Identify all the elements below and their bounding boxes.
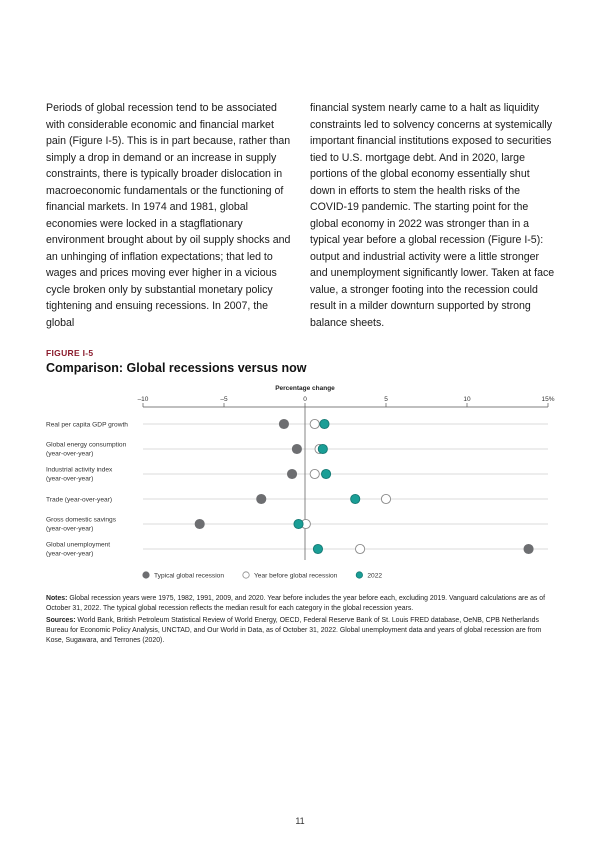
data-point-filled-teal xyxy=(313,544,322,553)
data-point-hollow xyxy=(355,544,364,553)
category-label: Industrial activity index xyxy=(46,466,113,474)
category-label: Trade (year-over-year) xyxy=(46,496,113,504)
data-point-filled-gray xyxy=(524,544,533,553)
sources-label: Sources: xyxy=(46,617,76,624)
notes-label: Notes: xyxy=(46,595,68,602)
legend-marker-hollow xyxy=(243,572,249,578)
x-tick-label: 0 xyxy=(303,396,307,403)
legend-marker-filled-teal xyxy=(356,572,362,578)
legend-label: Typical global recession xyxy=(154,572,225,580)
category-label: Global unemployment xyxy=(46,541,111,549)
legend-marker-filled-gray xyxy=(143,572,149,578)
data-point-filled-gray xyxy=(279,419,288,428)
x-tick-label: 10 xyxy=(463,396,471,403)
data-point-filled-teal xyxy=(294,519,303,528)
dot-plot-chart xyxy=(0,378,600,590)
paragraph: financial system nearly came to a halt as liquidity constraints led to solvency concerns at systemically important financial institutions exposed to securities tied to U.S. mortgage debt. And in 2020, large portions of the global economy essentially shut down in efforts to stem the health risks of the COVID-19 pandemic. The starting point for the global economy in 2022 was stronger than in a typical year before a global recession (Figure I-5): output and industrial activity were a little stronger and unemployment significantly lower. Taken at face value, a stronger footing into the recession could result in a milder downturn supported by strong balance sheets. xyxy=(310,102,555,329)
data-point-hollow xyxy=(381,494,390,503)
body-column-right xyxy=(310,100,556,331)
notes xyxy=(46,594,556,614)
data-point-hollow xyxy=(310,419,319,428)
notes-text: Global recession years were 1975, 1982, 1991, 2009, and 2020. Year before includes the year before each, excluding 2019. Vanguard calculations are as of October 31, 2022. The typical global recession reflects the median result for each category in the global recession years. xyxy=(46,595,546,612)
sources xyxy=(46,616,556,646)
page-content xyxy=(46,100,556,648)
page-number: 11 xyxy=(295,816,305,826)
body-column-left xyxy=(46,100,292,331)
data-point-filled-teal xyxy=(320,419,329,428)
data-point-filled-gray xyxy=(257,494,266,503)
data-point-filled-gray xyxy=(195,519,204,528)
data-point-filled-gray xyxy=(292,444,301,453)
legend-label: Year before global recession xyxy=(254,572,338,580)
x-tick-label: 15% xyxy=(541,396,555,403)
data-point-filled-teal xyxy=(351,494,360,503)
sources-text: World Bank, British Petroleum Statistical Review of World Energy, OECD, Federal Reserve Bank of St. Louis FRED database, OeNB, CPB Netherlands Bureau for Economic Policy Analysis, UNCTAD, and Our World in Data, as of October 31, 2022. Global unemployment data and years of global recession are from Kose, Sugawara, and Terrones (2020). xyxy=(46,617,542,644)
category-label: Gross domestic savings xyxy=(46,516,116,524)
notes-block xyxy=(46,594,556,646)
category-label: (year-over-year) xyxy=(46,525,94,533)
data-point-filled-gray xyxy=(287,469,296,478)
x-tick-label: 5 xyxy=(384,396,388,403)
category-label: (year-over-year) xyxy=(46,475,94,483)
category-label: Real per capita GDP growth xyxy=(46,421,128,429)
figure-label: FIGURE I-5 xyxy=(46,348,94,358)
data-point-filled-teal xyxy=(318,444,327,453)
paragraph: Periods of global recession tend to be associated with considerable economic and financial market pain (Figure I-5). This is in part because, rather than simply a drop in demand or an increase in supply constraints, there is typically broader dislocation in macroeconomic fundamentals or the functioning of financial markets. In 1974 and 1981, global economies were locked in a stagflationary environment brought about by oil supply shocks and an unhinging of inflation expectations; that led to wages and prices moving ever higher in a vicious cycle broken only by substantial monetary policy tightening and ensuing recessions. In 2007, the global xyxy=(46,102,291,329)
category-label: Global energy consumption xyxy=(46,441,127,449)
x-tick-label: –10 xyxy=(137,396,149,403)
category-label: (year-over-year) xyxy=(46,550,94,558)
x-tick-label: –5 xyxy=(220,396,228,403)
data-point-hollow xyxy=(310,469,319,478)
category-label: (year-over-year) xyxy=(46,450,94,458)
body-columns xyxy=(46,100,556,331)
figure-title: Comparison: Global recessions versus now xyxy=(46,361,307,375)
legend-label: 2022 xyxy=(367,572,383,580)
x-axis-title: Percentage change xyxy=(275,385,335,392)
data-point-filled-teal xyxy=(321,469,330,478)
